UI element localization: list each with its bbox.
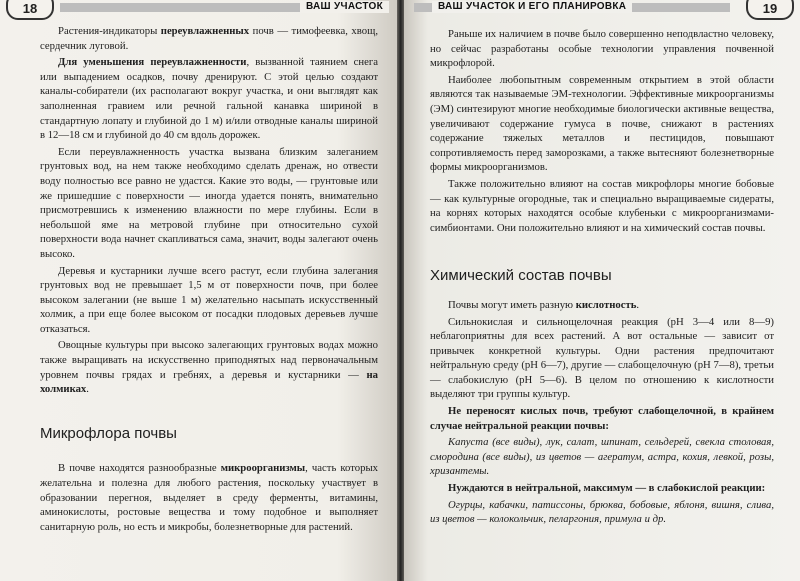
right-page-body bbox=[430, 27, 774, 529]
paragraph: Также положительно влияют на состав микрофлоры многие бобовые — как культурные огородные, так и специально выращиваемые сидераты, на корнях которых находятся особые клубеньки с микроорганизмами-симбионтами. Они положительно влияют и на химический состав почвы. bbox=[430, 177, 774, 234]
paragraph: Растения-индикаторы переувлажненных почв — тимофеевка, хвощ, сердечник луговой. bbox=[40, 25, 378, 52]
paragraph: Наиболее любопытным современным открытием в этой области являются так называемые ЭМ-технологии. Эффективные микроорганизмы (ЭМ) синтезируют многие необходимые биологически активные вещества, увеличивают содержание гумуса в почве, снижают в растениях содержание тяжелых металлов и пестицидов, повышают сопротивляемость перед заморозками, а также вытесняют болезнетворные формы микроорганизмов. bbox=[430, 73, 774, 174]
section-heading: Микрофлора почвы bbox=[40, 424, 177, 442]
paragraph: Нуждаются в нейтральной, максимум — в слабокислой реакции: bbox=[448, 482, 766, 495]
section-heading: Химический состав почвы bbox=[430, 267, 612, 285]
running-title: ВАШ УЧАСТОК И ЕГО ПЛАНИРОВКА bbox=[432, 1, 632, 13]
right-page bbox=[404, 0, 800, 581]
book-gutter bbox=[397, 0, 404, 581]
paragraph: Овощные культуры при высоко залегающих грунтовых водах можно также выращивать на искусственно приподнятых над первоначальным уровнем почвы грядах и гребнях, а деревья и кустарники — на холмиках. bbox=[40, 339, 378, 396]
left-page-body bbox=[40, 24, 378, 536]
left-page bbox=[0, 0, 397, 581]
left-page-header bbox=[0, 0, 397, 16]
paragraph: Не переносят кислых почв, требуют слабощелочной, в крайнем случае нейтральной реакции почвы: bbox=[430, 405, 774, 432]
page-number: 18 bbox=[6, 0, 54, 20]
paragraph: Огурцы, кабачки, патиссоны, брюква, бобовые, яблоня, вишня, слива, из цветов — колокольчик, пеларгония, примула и др. bbox=[430, 498, 774, 526]
page-number: 19 bbox=[746, 0, 794, 20]
running-title: ВАШ УЧАСТОК bbox=[300, 1, 389, 13]
paragraph: Для уменьшения переувлажненности, вызванной таянием снега или выпадением осадков, почву дренируют. С этой целью создают каналы-собиратели (их располагают вокруг участка, и они выглядят как заполненная гравием или речной гальной канавка шириной в стандартную лопату и глубиной до 1 м) и/или отводные каналы шириной в 12—18 см и глубиной до 40 см вдоль дорожек. bbox=[40, 56, 378, 142]
paragraph: Если переувлажненность участка вызвана близким залеганием грунтовых вод, на нем также необходимо сделать дренаж, но отвести воду полностью все равно не удастся. Какие это воды, — грунтовые или же пришедшие с поверхности — иногда удается понять, внимательно присмотревшись к изменению влажности по мере глубины. Если в небольшой яме на метровой глубине при относительно сухой поверхности вода начнет скапливаться сама, значит, воды залегают очень высоко. bbox=[40, 145, 378, 260]
paragraph: Сильнокислая и сильнощелочная реакция (рН 3—4 или 8—9) неблагоприятны для всех растений. А вот остальные — зависит от привычек конкретной культуры. Одни растения предпочитают нейтральную среду (рН 6—7), другие — слабощелочную (рН 7—8), третьи — слабокислую (рН 5—6). В целом по отношению к кислотности выделяют три группы культур. bbox=[430, 315, 774, 401]
paragraph: Раньше их наличием в почве было совершенно неподвластно человеку, но сейчас разработаны особые технологии управления почвенной микрофлорой. bbox=[430, 28, 774, 70]
paragraph: В почве находятся разнообразные микроорганизмы, часть которых желательна и полезна для любого растения, поскольку участвует в образовании перегноя, выделяет в среду ферменты, витамины, аминокислоты, ростовые вещества и тому подобное и выполняет санитарную роль, но есть и микробы, болезнетворные для растений. bbox=[40, 462, 378, 533]
paragraph: Деревья и кустарники лучше всего растут, если глубина залегания грунтовых вод не превышает 1,5 м от поверхности почв, при более высоком залегании (не выше 1 м) желательно насыпать искусственный холмик, а при еще более высоком от посадки плодовых деревьев лучше отказаться. bbox=[40, 264, 378, 335]
paragraph: Капуста (все виды), лук, салат, шпинат, сельдерей, свекла столовая, смородина (все виды), из цветов — агератум, астра, кохия, левкой, розы, хризантемы. bbox=[430, 436, 774, 478]
paragraph: Почвы могут иметь разную кислотность. bbox=[448, 298, 640, 311]
right-page-header bbox=[404, 0, 800, 16]
